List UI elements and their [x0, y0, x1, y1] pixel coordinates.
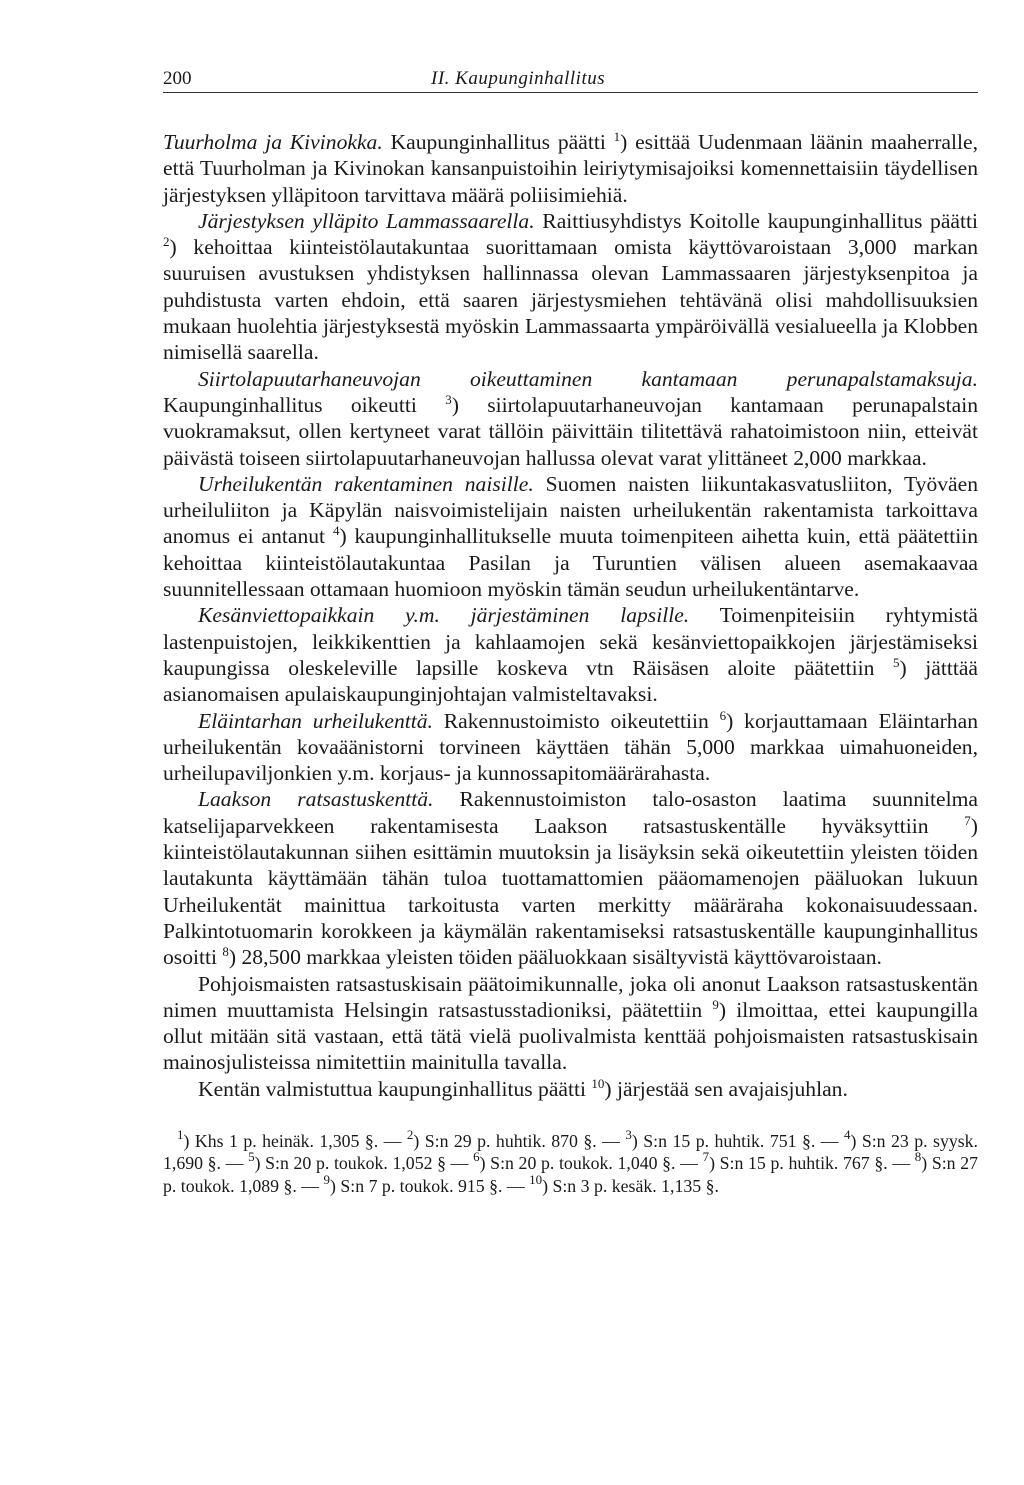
- text-run: Raittiusyhdistys Koitolle kaupunginhallitus päätti: [534, 208, 978, 233]
- footnote-text: ) S:n 23 p. syysk. 1,690 §. —: [163, 1130, 978, 1174]
- text-run: ) esittää Uudenmaan läänin maaherralle, että Tuurholman ja Kivinokan kansanpuistoihin leiriytymisajoiksi komennettaisiin täydellisen järjestyksen ylläpitoon tarvittava määrä poliisimiehiä.: [163, 130, 978, 207]
- footnote-ref: 3: [445, 391, 452, 407]
- footnote-text: ) S:n 7 p. toukok. 915 §. —: [330, 1175, 530, 1196]
- paragraph: [163, 366, 978, 471]
- footnote-marker: 9: [323, 1171, 331, 1187]
- footnote-ref: 8: [222, 944, 229, 960]
- text-run: Kaupunginhallitus päätti: [382, 130, 614, 154]
- topic-heading: Eläintarhan urheilukenttä.: [198, 708, 433, 733]
- text-run: ) ilmoittaa, ettei kaupungilla ollut mitään sitä vastaan, että tätä vielä puolivalmista kenttää pohjoismaisten ratsastuskisain mainosjulisteissa nimitettiin mainitulla tavalla.: [163, 997, 978, 1075]
- topic-heading: Järjestyksen ylläpito Lammassaarella.: [198, 208, 535, 233]
- document-page: [163, 62, 978, 1197]
- footnote-ref: 1: [613, 129, 621, 144]
- paragraph: [163, 1076, 978, 1102]
- paragraph: [163, 129, 978, 208]
- footnote-ref: 6: [719, 707, 727, 723]
- text-run: Kentän valmistuttua kaupunginhallitus päätti: [198, 1076, 592, 1101]
- footnote-text: ) S:n 20 p. toukok. 1,040 §. —: [479, 1153, 703, 1174]
- paragraph: [163, 208, 978, 366]
- text-run: ) kiinteistölautakunnan siihen esittämin muutoksin ja lisäyksin sekä oikeutettiin yleisten töiden lautakunta käyttämään tähän tuloa tuottamattomien pääomamenojen pääluokan lukuun Urheilukentät mainittua tarkoitusta varten merkitty määräraha kokonaisuudessaan. Palkintotuomarin korokkeen ja käymälän rakentamiseksi ratsastuskentälle kaupunginhallitus osoitti: [163, 813, 978, 970]
- footnote-ref: 7: [964, 812, 971, 828]
- footnote-marker: 2: [406, 1126, 414, 1142]
- footnote-marker: 5: [248, 1149, 255, 1165]
- paragraph: [163, 471, 978, 602]
- text-run: ) kehoittaa kiinteistölautakuntaa suorittamaan omista käyttövaroistaan 3,000 markan suuruisen avustuksen yhdistyksen hallinnassa olevan Lammassaaren järjestyksenpitoa ja puhdistusta varten ehdoin, että saaren järjestysmiehen tehtävänä olisi mahdollisuuksien mukaan huolehtia järjestyksestä myöskin Lammassaarta ympäröivällä vesialueella ja Klobben nimisellä saarella.: [163, 235, 978, 365]
- text-run: ) 28,500 markkaa yleisten töiden pääluokkaan sisältyvistä käyttövaroistaan.: [228, 945, 882, 970]
- footnote-ref: 5: [893, 654, 900, 670]
- footnote-text: ) S:n 15 p. huhtik. 767 §. —: [709, 1153, 915, 1174]
- footnote-text: ) S:n 15 p. huhtik. 751 §. —: [631, 1130, 844, 1151]
- paragraph: [163, 602, 978, 707]
- text-run: Rakennustoimiston talo-osaston laatima suunnitelma katselijaparvekkeen rakentamisesta Laakson ratsastuskentälle hyväksyttiin: [163, 787, 978, 838]
- footnote-list: [163, 1126, 978, 1198]
- footnote-marker: 7: [702, 1149, 710, 1165]
- footnote-marker: 1: [177, 1126, 184, 1142]
- text-run: Suomen naisten liikuntakasvatusliiton, Työväen urheiluliiton ja Käpylän naisvoimistelijain naisten urheilukentän rakentamista tarkoittava anomus ei antanut: [163, 471, 978, 549]
- footnote-ref: 4: [332, 523, 340, 539]
- topic-heading: Siirtolapuutarhaneuvojan oikeuttaminen kantamaan perunapalstamaksuja.: [198, 366, 978, 391]
- footnote-text: ) S:n 29 p. huhtik. 870 §. —: [413, 1130, 626, 1151]
- text-run: Rakennustoimisto oikeutettiin: [432, 708, 720, 733]
- footnote-ref: 9: [712, 996, 719, 1012]
- footnote-ref: 2: [163, 234, 170, 250]
- footnotes: [163, 1126, 978, 1198]
- footnote-marker: 10: [529, 1171, 543, 1187]
- topic-heading: Kesänviettopaikkain y.m. järjestäminen lapsille.: [198, 603, 690, 628]
- body-text: [163, 129, 978, 1102]
- text-run: Toimenpiteisiin ryhtymistä lastenpuistojen, leikkikenttien ja kahlaamojen sekä kesänviettopaikkojen järjestämiseksi kaupungissa oleskeleville lapsille koskeva vtn Räisäsen aloite päätettiin: [163, 603, 978, 680]
- text-run: ) korjauttamaan Eläintarhan urheilukentän kovaäänistorni torvineen käyttäen tähän 5,000 markkaa uimahuoneiden, urheilupaviljonkien y.m. korjaus- ja kunnossapitomäärärahasta.: [163, 708, 978, 786]
- paragraph: [163, 971, 978, 1076]
- footnote-ref: 10: [591, 1075, 605, 1091]
- footnote-marker: 6: [473, 1149, 480, 1165]
- running-title: II. Kaupunginhallitus: [431, 68, 606, 89]
- footnote-marker: 3: [625, 1126, 632, 1142]
- footnote-text: ) S:n 3 p. kesäk. 1,135 §.: [542, 1175, 719, 1196]
- footnote-marker: 4: [843, 1126, 851, 1142]
- topic-heading: Laakson ratsastuskenttä.: [198, 787, 434, 812]
- footnote-text: ) Khs 1 p. heinäk. 1,305 §. —: [183, 1130, 407, 1151]
- topic-heading: Urheilukentän rakentaminen naisille.: [198, 471, 534, 496]
- text-run: ) siirtolapuutarhaneuvojan kantamaan perunapalstain vuokramaksut, ollen kertyneet varat tällöin päivittäin tilitettävä rahatoimistoon niin, etteivät päivästä toiseen siirtolapuutarhaneuvojan hallussa olevat varat ylittäneet 2,000 markkaa.: [163, 392, 978, 470]
- text-run: Kaupunginhallitus oikeutti: [163, 392, 446, 417]
- text-run: Pohjoismaisten ratsastuskisain päätoimikunnalle, joka oli anonut Laakson ratsastuskentän nimen muuttamista Helsingin ratsastusstadioniksi, päätettiin: [163, 971, 978, 1022]
- footnote-marker: 8: [914, 1149, 922, 1165]
- footnote-text: ) S:n 20 p. toukok. 1,052 § —: [254, 1153, 474, 1174]
- text-run: ) järjestää sen avajaisjuhlan.: [604, 1076, 848, 1101]
- paragraph: [163, 786, 978, 970]
- page-number: 200: [163, 68, 192, 89]
- page-header: [163, 62, 978, 93]
- topic-heading: Tuurholma ja Kivinokka.: [163, 130, 383, 154]
- text-run: ) jätttää asianomaisen apulaiskaupunginjohtajan valmisteltavaksi.: [163, 655, 978, 707]
- footnote-text: ) S:n 27 p. toukok. 1,089 §. —: [163, 1153, 978, 1196]
- text-run: ) kaupunginhallitukselle muuta toimenpiteen aihetta kuin, että päätettiin kehoittaa kiinteistölautakuntaa Pasilan ja Turuntien välisen alueen asemakaavaa suunnitellessaan ottamaan huomioon myöskin tämän seudun urheilukentäntarve.: [163, 524, 978, 602]
- paragraph: [163, 708, 978, 787]
